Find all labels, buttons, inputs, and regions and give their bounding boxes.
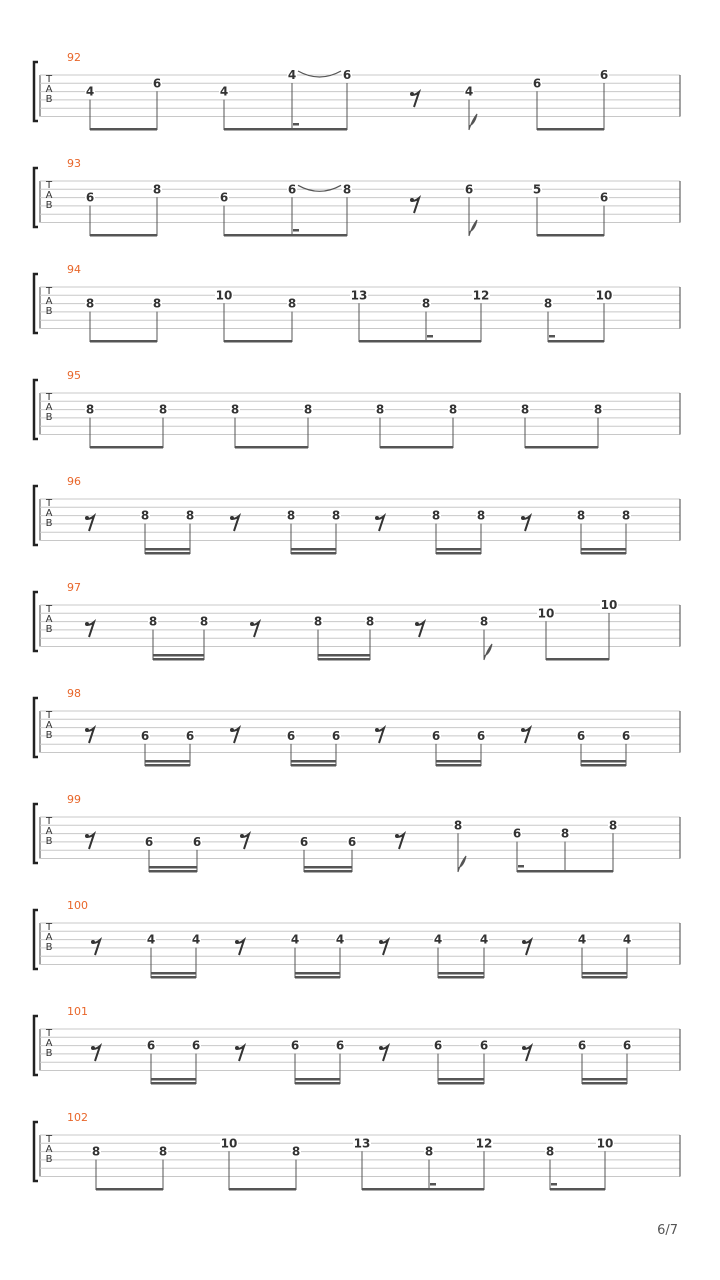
sixteenth-beam <box>151 972 196 975</box>
sixteenth-beam <box>153 654 204 657</box>
sixteenth-beam <box>153 658 204 661</box>
fret-number: 6 <box>621 728 631 743</box>
eighth-rest-dot <box>85 834 89 838</box>
fret-number: 8 <box>520 402 530 417</box>
fret-number: 8 <box>331 508 341 523</box>
fret-number: 4 <box>622 932 632 947</box>
sixteenth-beam <box>151 1078 196 1081</box>
system-bracket <box>34 698 38 757</box>
fret-number: 5 <box>532 182 542 197</box>
sixteenth-beam <box>436 552 481 555</box>
fret-number: 8 <box>85 296 95 311</box>
fret-number: 4 <box>146 932 156 947</box>
sixteenth-beam <box>291 552 336 555</box>
eighth-beam <box>517 870 613 873</box>
sixteenth-beam <box>291 548 336 551</box>
fret-number: 8 <box>199 614 209 629</box>
sixteenth-beam <box>145 760 190 763</box>
fret-number: 6 <box>146 1038 156 1053</box>
tab-clef-letter: B <box>45 1048 53 1059</box>
sixteenth-beam <box>581 760 626 763</box>
fret-number: 4 <box>219 84 229 99</box>
fret-number: 10 <box>595 288 613 303</box>
sixteenth-beam <box>151 1082 196 1085</box>
sixteenth-beam <box>149 870 197 873</box>
tab-system <box>34 687 680 767</box>
eighth-rest-dot <box>235 940 239 944</box>
tab-clef-letter: B <box>45 200 53 211</box>
eighth-rest-dot <box>375 728 379 732</box>
tab-clef-letter: A <box>45 826 53 837</box>
fret-number: 10 <box>596 1136 614 1151</box>
sixteenth-beam <box>318 658 370 661</box>
system-bracket <box>34 804 38 863</box>
eighth-rest-dot <box>230 728 234 732</box>
tab-clef-letter: B <box>45 306 53 317</box>
fret-number: 8 <box>365 614 375 629</box>
fret-number: 8 <box>576 508 586 523</box>
fret-number: 8 <box>230 402 240 417</box>
tab-system <box>34 475 680 555</box>
eighth-beam <box>90 128 157 131</box>
tab-clef-letter: A <box>45 190 53 201</box>
tab-clef-letter: A <box>45 296 53 307</box>
tab-clef-letter: A <box>45 720 53 731</box>
fret-number: 6 <box>433 1038 443 1053</box>
fret-number: 8 <box>608 818 618 833</box>
eighth-rest-dot <box>410 92 414 96</box>
fret-number: 6 <box>577 1038 587 1053</box>
eighth-beam <box>546 658 609 661</box>
fret-number: 6 <box>219 190 229 205</box>
fret-number: 6 <box>286 728 296 743</box>
sixteenth-beam <box>582 972 627 975</box>
fret-number: 6 <box>464 182 474 197</box>
fret-number: 13 <box>353 1136 371 1151</box>
eighth-rest-dot <box>415 622 419 626</box>
fret-number: 6 <box>299 834 309 849</box>
tab-system <box>34 581 680 661</box>
sixteenth-beam <box>436 760 481 763</box>
fret-number: 8 <box>453 818 463 833</box>
fret-number: 6 <box>599 68 609 82</box>
fret-number: 6 <box>347 834 357 849</box>
eighth-rest-dot <box>522 1046 526 1050</box>
rhythm-dot <box>427 335 433 338</box>
eighth-rest-dot <box>375 516 379 520</box>
tab-clef-letter: B <box>45 1154 53 1165</box>
rhythm-dot <box>293 229 299 232</box>
fret-number: 6 <box>144 834 154 849</box>
tab-clef-letter: B <box>45 942 53 953</box>
tab-system <box>34 263 680 343</box>
fret-number: 6 <box>599 190 609 205</box>
rhythm-dot <box>549 335 555 338</box>
eighth-beam <box>224 234 347 237</box>
fret-number: 10 <box>220 1136 238 1151</box>
eighth-rest-dot <box>91 940 95 944</box>
system-bracket <box>34 380 38 439</box>
tab-clef-letter: T <box>45 286 53 297</box>
eighth-beam <box>224 340 292 343</box>
fret-number: 12 <box>472 288 490 303</box>
eighth-rest-dot <box>91 1046 95 1050</box>
eighth-beam <box>380 446 453 449</box>
fret-number: 4 <box>464 84 474 99</box>
fret-number: 8 <box>152 182 162 197</box>
fret-number: 4 <box>479 932 489 947</box>
eighth-beam <box>537 234 604 237</box>
fret-number: 8 <box>421 296 431 311</box>
tab-clef-letter: B <box>45 624 53 635</box>
tab-clef-letter: A <box>45 508 53 519</box>
eighth-rest-dot <box>85 728 89 732</box>
eighth-beam <box>229 1188 296 1191</box>
fret-number: 8 <box>185 508 195 523</box>
tab-clef-letter: B <box>45 94 53 105</box>
eighth-beam <box>96 1188 163 1191</box>
system-bracket <box>34 62 38 121</box>
sixteenth-beam <box>438 1082 484 1085</box>
fret-number: 6 <box>335 1038 345 1053</box>
sixteenth-beam <box>438 976 484 979</box>
measure-number: 94 <box>67 263 81 276</box>
fret-number: 12 <box>475 1136 493 1151</box>
eighth-rest-dot <box>410 198 414 202</box>
page-number: 6/7 <box>657 1223 678 1238</box>
tab-system <box>34 51 680 131</box>
fret-number: 6 <box>342 68 352 82</box>
fret-number: 13 <box>350 288 368 303</box>
tab-clef-letter: T <box>45 74 53 85</box>
sixteenth-beam <box>295 972 340 975</box>
sixteenth-beam <box>295 1078 340 1081</box>
tab-clef-letter: A <box>45 614 53 625</box>
sixteenth-beam <box>318 654 370 657</box>
measure-number: 102 <box>67 1111 88 1124</box>
eighth-beam <box>235 446 308 449</box>
measure-number: 98 <box>67 687 81 700</box>
rhythm-dot <box>518 865 524 868</box>
eighth-rest-dot <box>85 622 89 626</box>
tab-clef-letter: T <box>45 1028 53 1039</box>
fret-number: 8 <box>313 614 323 629</box>
sixteenth-beam <box>582 1078 627 1081</box>
measure-number: 101 <box>67 1005 88 1018</box>
eighth-rest-dot <box>522 940 526 944</box>
fret-number: 8 <box>158 402 168 417</box>
sixteenth-beam <box>438 972 484 975</box>
fret-number: 8 <box>287 296 297 311</box>
fret-number: 4 <box>85 84 95 99</box>
system-bracket <box>34 910 38 969</box>
eighth-beam <box>537 128 604 131</box>
system-bracket <box>34 168 38 227</box>
system-bracket <box>34 1016 38 1075</box>
fret-number: 6 <box>192 834 202 849</box>
tab-clef-letter: T <box>45 710 53 721</box>
fret-number: 6 <box>140 728 150 743</box>
fret-number: 6 <box>152 76 162 91</box>
tab-clef-letter: T <box>45 180 53 191</box>
tab-system <box>34 157 680 237</box>
fret-number: 8 <box>291 1144 301 1159</box>
eighth-beam <box>359 340 481 343</box>
fret-number: 8 <box>431 508 441 523</box>
fret-number: 6 <box>287 182 297 197</box>
tab-clef-letter: A <box>45 932 53 943</box>
fret-number: 8 <box>375 402 385 417</box>
eighth-rest-dot <box>379 1046 383 1050</box>
tab-system <box>34 369 680 449</box>
fret-number: 10 <box>600 598 618 612</box>
fret-number: 6 <box>85 190 95 205</box>
eighth-beam <box>548 340 604 343</box>
fret-number: 6 <box>191 1038 201 1053</box>
fret-number: 8 <box>286 508 296 523</box>
tab-system <box>34 899 680 979</box>
fret-number: 6 <box>532 76 542 91</box>
fret-number: 8 <box>148 614 158 629</box>
fret-number: 6 <box>431 728 441 743</box>
fret-number: 4 <box>433 932 443 947</box>
fret-number: 8 <box>140 508 150 523</box>
fret-number: 6 <box>476 728 486 743</box>
sixteenth-beam <box>145 764 190 767</box>
fret-number: 6 <box>290 1038 300 1053</box>
fret-number: 8 <box>85 402 95 417</box>
fret-number: 8 <box>593 402 603 417</box>
eighth-beam <box>90 340 157 343</box>
fret-number: 8 <box>543 296 553 311</box>
fret-number: 6 <box>479 1038 489 1053</box>
rhythm-dot <box>551 1183 557 1186</box>
fret-number: 4 <box>287 68 297 82</box>
sixteenth-beam <box>145 552 190 555</box>
measure-number: 100 <box>67 899 88 912</box>
tie-arc <box>298 185 341 191</box>
tab-clef-letter: T <box>45 816 53 827</box>
fret-number: 6 <box>512 826 522 841</box>
fret-number: 8 <box>342 182 352 197</box>
tab-clef-letter: B <box>45 730 53 741</box>
tab-system <box>34 1005 680 1085</box>
eighth-rest-dot <box>230 516 234 520</box>
sixteenth-beam <box>151 976 196 979</box>
fret-number: 10 <box>215 288 233 303</box>
tab-clef-letter: T <box>45 1134 53 1145</box>
eighth-rest-dot <box>235 1046 239 1050</box>
rhythm-dot <box>430 1183 436 1186</box>
eighth-rest-dot <box>85 516 89 520</box>
sixteenth-beam <box>304 866 352 869</box>
fret-number: 6 <box>331 728 341 743</box>
measure-number: 93 <box>67 157 81 170</box>
system-bracket <box>34 1122 38 1181</box>
tab-clef-letter: T <box>45 498 53 509</box>
eighth-rest-dot <box>521 728 525 732</box>
fret-number: 6 <box>622 1038 632 1053</box>
tab-clef-letter: T <box>45 392 53 403</box>
eighth-beam <box>362 1188 484 1191</box>
sixteenth-beam <box>145 548 190 551</box>
sixteenth-beam <box>438 1078 484 1081</box>
measure-number: 92 <box>67 51 81 64</box>
fret-number: 8 <box>621 508 631 523</box>
eighth-rest-dot <box>250 622 254 626</box>
measure-number: 96 <box>67 475 81 488</box>
fret-number: 8 <box>479 614 489 629</box>
fret-number: 8 <box>448 402 458 417</box>
eighth-rest-dot <box>521 516 525 520</box>
fret-number: 8 <box>158 1144 168 1159</box>
system-bracket <box>34 274 38 333</box>
fret-number: 4 <box>335 932 345 947</box>
sixteenth-beam <box>291 760 336 763</box>
fret-number: 8 <box>560 826 570 841</box>
fret-number: 8 <box>545 1144 555 1159</box>
fret-number: 8 <box>424 1144 434 1159</box>
sixteenth-beam <box>436 548 481 551</box>
fret-number: 8 <box>476 508 486 523</box>
fret-number: 4 <box>191 932 201 947</box>
tab-clef-letter: A <box>45 84 53 95</box>
eighth-beam <box>224 128 347 131</box>
tab-system <box>34 1111 680 1191</box>
fret-number: 6 <box>185 728 195 743</box>
sixteenth-beam <box>582 1082 627 1085</box>
sixteenth-beam <box>582 976 627 979</box>
tab-clef-letter: T <box>45 922 53 933</box>
tab-system <box>34 793 680 873</box>
sixteenth-beam <box>149 866 197 869</box>
sixteenth-beam <box>295 1082 340 1085</box>
fret-number: 8 <box>303 402 313 417</box>
sixteenth-beam <box>291 764 336 767</box>
fret-number: 10 <box>537 606 555 621</box>
eighth-beam <box>525 446 598 449</box>
fret-number: 4 <box>577 932 587 947</box>
fret-number: 6 <box>576 728 586 743</box>
sixteenth-beam <box>581 764 626 767</box>
sixteenth-beam <box>295 976 340 979</box>
measure-number: 95 <box>67 369 81 382</box>
tab-clef-letter: B <box>45 518 53 529</box>
system-bracket <box>34 486 38 545</box>
eighth-rest-dot <box>395 834 399 838</box>
tab-clef-letter: B <box>45 412 53 423</box>
eighth-beam <box>90 446 163 449</box>
tie-arc <box>298 71 341 77</box>
eighth-beam <box>550 1188 605 1191</box>
sixteenth-beam <box>304 870 352 873</box>
tab-clef-letter: T <box>45 604 53 615</box>
measure-number: 97 <box>67 581 81 594</box>
eighth-beam <box>90 234 157 237</box>
measure-number: 99 <box>67 793 81 806</box>
tab-clef-letter: A <box>45 402 53 413</box>
system-bracket <box>34 592 38 651</box>
fret-number: 8 <box>91 1144 101 1159</box>
sixteenth-beam <box>436 764 481 767</box>
tab-clef-letter: A <box>45 1144 53 1155</box>
eighth-rest-dot <box>379 940 383 944</box>
tab-clef-letter: A <box>45 1038 53 1049</box>
tab-clef-letter: B <box>45 836 53 847</box>
fret-number: 4 <box>290 932 300 947</box>
eighth-rest-dot <box>240 834 244 838</box>
sixteenth-beam <box>581 548 626 551</box>
rhythm-dot <box>293 123 299 126</box>
fret-number: 8 <box>152 296 162 311</box>
sixteenth-beam <box>581 552 626 555</box>
